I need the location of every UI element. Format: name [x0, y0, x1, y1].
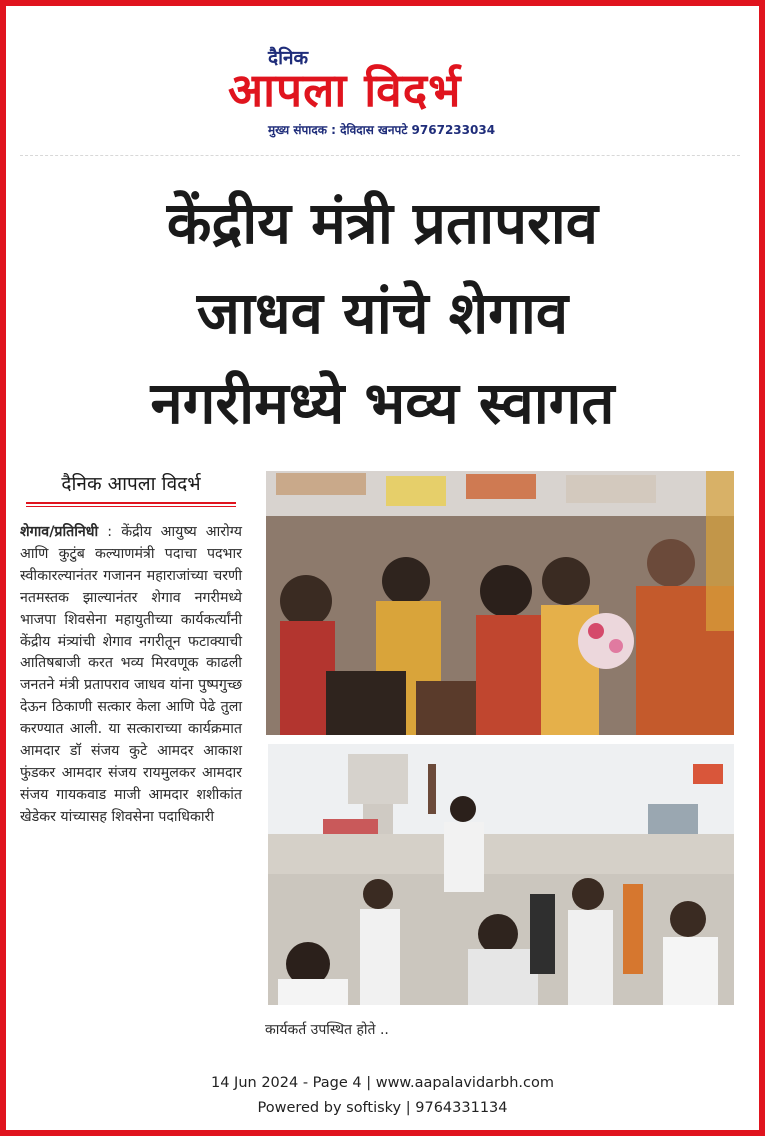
masthead-title: आपला विदर्भ — [228, 63, 462, 117]
headline — [20, 178, 745, 448]
article-dateline: शेगाव/प्रतिनिधी — [20, 524, 99, 540]
footer-powered-by: Powered by softisky | 9764331134 — [257, 1100, 508, 1116]
article-text: : केंद्रीय आयुष्य आरोग्य आणि कुटुंब कल्याणमंत्री पदाचा पदभार स्वीकारल्यानंतर गजानन महाराजांच्या चरणी नतमस्तक झाल्यानंतर शेगाव नगरीमध्ये भाजपा शिवसेना महायुतीच्या कार्यकर्त्यांनी केंद्रीय मंत्र्यांची शेगाव नगरीतून फटाक्याची आतिषबाजी करत भव्य मिरवणूक काढली जनतने मंत्री प्रतापराव जाधव यांना पुष्पगुच्छ देऊन ठिकाणी सत्कार केला आणि पेढे तुला करण्यात आली. या सत्काराच्या कार्यक्रमात आमदार डॉ संजय कुटे आमदर आकाश फुंडकर आमदार संजय रायमुलकर आमदार संजय गायकवाड माजी आमदार शशीकांत खेडेकर यांच्यासह शिवसेना पदाधिकारी — [20, 524, 242, 825]
masthead-editor-line: मुख्य संपादक : देविदास खनपटे 9767233034 — [268, 123, 496, 137]
photo-crowd-welcome — [266, 471, 734, 735]
clipping-cut-line — [20, 155, 740, 166]
article-body — [20, 522, 242, 829]
headline-line-3: नगरीमध्ये भव्य स्वागत — [150, 369, 615, 437]
headline-line-2: जाधव यांचे शेगाव — [196, 279, 569, 347]
byline-box — [20, 470, 242, 507]
byline-rule — [26, 502, 236, 507]
photo-procession — [268, 744, 734, 1005]
footer-date-page-url: 14 Jun 2024 - Page 4 | www.aapalavidarbh.com — [211, 1075, 554, 1091]
photo-caption: कार्यकर्त उपस्थित होते .. — [265, 1022, 389, 1038]
byline: दैनिक आपला विदर्भ — [61, 473, 201, 495]
masthead-small-title: दैनिक — [268, 47, 309, 69]
headline-line-1: केंद्रीय मंत्री प्रतापराव — [166, 189, 599, 257]
